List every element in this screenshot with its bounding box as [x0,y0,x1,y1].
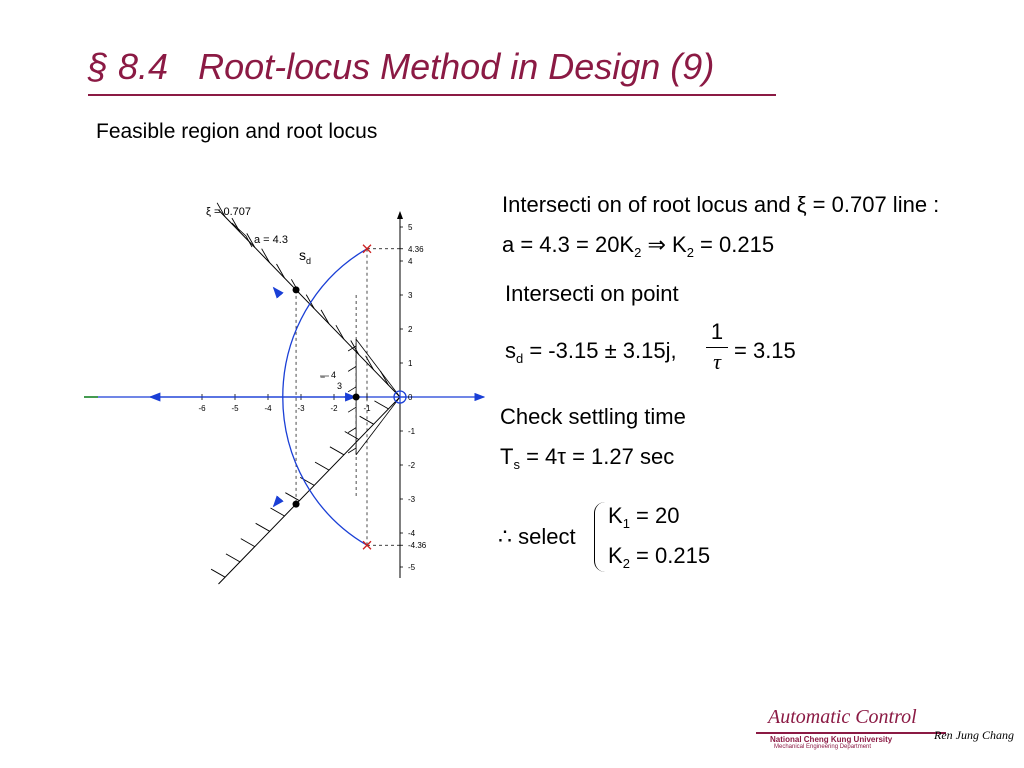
y-tick-label: 5 [408,223,413,232]
y-tick-label: 3 [408,291,413,300]
y-tick-label: 4 [408,257,413,266]
selection-brace [594,502,605,572]
equation-check-settling: Check settling time [500,404,686,429]
fraction-one-over-tau: 1 τ [706,321,728,373]
slope-hatch [348,407,356,412]
y-tick-label: 4.36 [408,244,424,254]
slope-triangle [356,339,400,397]
slope-hatch [348,366,356,371]
y-tick-label: -3 [408,495,416,504]
y-tick-label: -5 [408,563,416,572]
equation-intersection-point: Intersecti on point [505,281,679,306]
logo-department: Mechanical Engineering Department [774,744,872,750]
design-point [293,501,300,508]
slope-hatch [348,428,356,433]
logo-university: National Cheng Kung University [770,735,893,744]
equation-therefore-select: ∴ select [498,524,576,549]
logo-author: Ren Jung Chang [934,728,1014,742]
zeta-hatch [345,432,359,440]
y-tick-label: -4 [408,529,416,538]
x-tick-label: -6 [198,404,206,413]
zeta-hatch [330,447,344,455]
slide-title: § 8.4 Root-locus Method in Design (9) [88,46,715,87]
footer-logo [756,706,1018,756]
y-tick-label: -4.36 [408,541,427,551]
x-tick-label: -1 [363,404,371,413]
zeta-hatch [226,554,240,562]
zeta-hatch [271,508,285,516]
x-tick-label: -2 [330,404,338,413]
y-tick-label: 1 [408,359,413,368]
logo-title: Automatic Control [768,706,917,728]
equation-k2: $K_2 = 0.215$ [608,543,711,571]
design-point [293,286,300,293]
root-locus-plot [0,0,500,600]
slope-hatch [348,387,356,392]
equation-k1: $K_1 = 20$ [608,503,680,531]
equation-ts: $T_s = 4\tau = 1.27$ sec [500,444,675,472]
slope-sign: − [320,372,326,382]
x-tick-label: -5 [231,404,239,413]
zeta-hatch [211,569,225,577]
zeta-hatch [285,493,299,501]
slope-den: 3 [337,381,343,391]
a-line-label: a = 4.3 [254,234,288,246]
equation-sd: $s_d = -3.15 \pm 3.15j$, [505,338,677,366]
zeta-label: ξ = 0.707 [206,206,252,218]
equation-intersection-title: Intersecti on of root locus and ξ = 0.707 line : [502,192,940,217]
equation-a-k2: $a = 4.3 = 20K_2$ ⇒ $K_2 = 0.215$ [502,232,775,260]
equation-tau-value: = 3.15 [734,338,796,363]
x-tick-label: -3 [297,404,305,413]
slide-subtitle: Feasible region and root locus [96,120,378,143]
zeta-hatch [256,523,270,531]
logo-rule [756,732,946,734]
locus-direction-arrow [274,288,278,293]
locus-direction-arrow [274,502,278,507]
x-tick-label: -4 [264,404,272,413]
sd-label: $s_d$ [299,247,312,266]
slope-num: 4 [331,370,337,380]
zeta-hatch [374,401,388,409]
y-tick-label: -1 [408,427,416,436]
zeta-hatch [241,539,255,547]
y-tick-label: -2 [408,461,416,470]
design-point [353,394,360,401]
y-tick-label: 0 [408,393,413,402]
y-tick-label: 2 [408,325,413,334]
zeta-hatch [315,462,329,470]
zeta-hatch [360,416,374,424]
